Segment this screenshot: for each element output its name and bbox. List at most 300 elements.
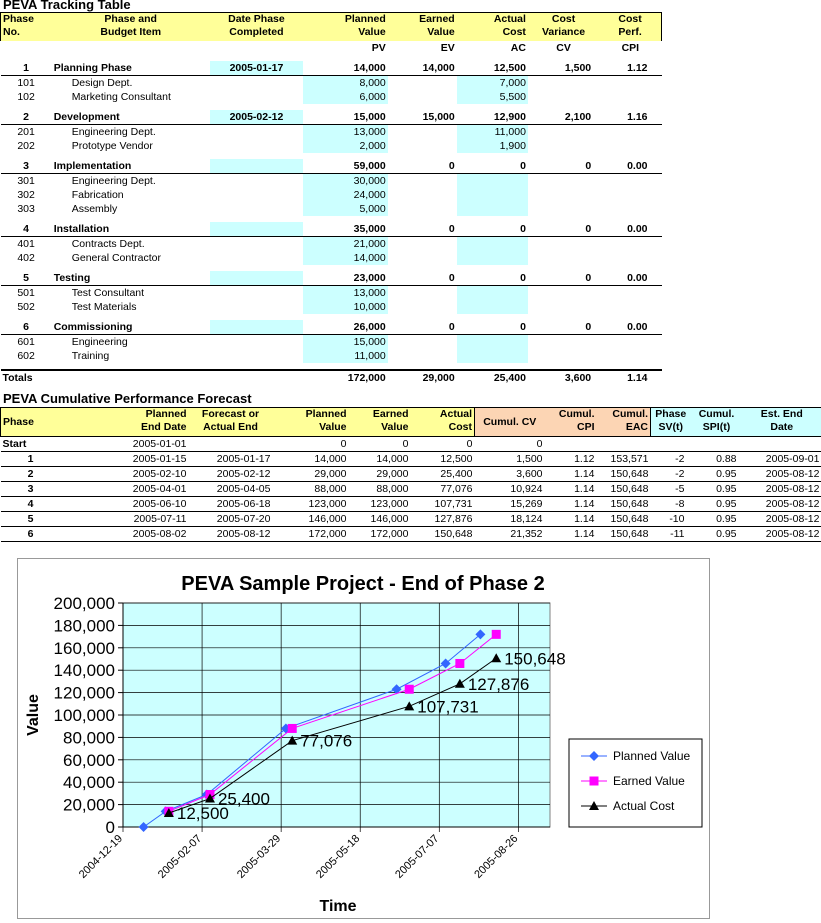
tracking-header-item <box>52 13 210 42</box>
item-cv <box>528 202 599 216</box>
forecast-ccv: 3,600 <box>475 467 545 482</box>
item-date <box>210 237 303 252</box>
totals-pv: 172,000 <box>303 370 388 385</box>
item-cpi <box>599 125 661 140</box>
data-label: 25,400 <box>218 790 270 809</box>
phase-ac: 12,500 <box>457 61 528 76</box>
item-ac: 7,000 <box>457 76 528 91</box>
item-cpi <box>599 237 661 252</box>
chart-svg <box>18 559 709 918</box>
forecast-svt: -11 <box>651 527 691 542</box>
forecast-forecast_end: 2005-08-12 <box>189 527 273 542</box>
forecast-planned_end: 2005-04-01 <box>61 482 189 497</box>
header-line: Phase <box>3 13 34 25</box>
item-ac: 11,000 <box>457 125 528 140</box>
forecast-est: 2005-08-12 <box>743 482 821 497</box>
tracking-abbrev-ac: AC <box>457 41 528 55</box>
forecast-planned_end: 2005-08-02 <box>61 527 189 542</box>
header-line: Phase <box>655 408 686 420</box>
item-date <box>210 349 303 363</box>
item-ev <box>388 125 457 140</box>
item-ac <box>457 300 528 314</box>
forecast-ev: 146,000 <box>349 512 411 527</box>
phase-pv: 26,000 <box>303 320 388 335</box>
item-pv: 6,000 <box>303 90 388 104</box>
item-cpi <box>599 335 661 350</box>
tracking-abbrev-ev: EV <box>388 41 457 55</box>
header-line: Actual <box>494 13 526 25</box>
x-tick-label: 2005-05-18 <box>314 833 362 881</box>
item-cv <box>528 335 599 350</box>
y-tick-label: 100,000 <box>54 706 115 725</box>
item-date <box>210 300 303 314</box>
forecast-ceac: 150,648 <box>597 512 651 527</box>
phase-pv: 59,000 <box>303 159 388 174</box>
phase-cpi: 0.00 <box>599 271 661 286</box>
forecast-header-svt <box>651 408 691 437</box>
item-row <box>1 335 662 350</box>
item-ev <box>388 202 457 216</box>
item-cv <box>528 251 599 265</box>
x-axis-label: Time <box>319 898 356 915</box>
y-axis-label: Value <box>25 694 42 736</box>
totals-cpi: 1.14 <box>599 370 661 385</box>
forecast-table <box>0 407 821 542</box>
header-line: Cumul. <box>699 408 735 420</box>
item-ac <box>457 174 528 189</box>
forecast-ac: 25,400 <box>411 467 475 482</box>
forecast-est: 2005-09-01 <box>743 452 821 467</box>
item-cpi <box>599 202 661 216</box>
forecast-ccv: 18,124 <box>475 512 545 527</box>
item-no: 201 <box>1 125 52 140</box>
phase-row <box>1 110 662 125</box>
header-line: Cumul. CV <box>483 416 536 428</box>
item-name: Marketing Consultant <box>52 90 210 104</box>
phase-ev: 0 <box>388 271 457 286</box>
forecast-phase: Start <box>1 437 61 452</box>
forecast-row <box>1 527 821 542</box>
forecast-ccv: 1,500 <box>475 452 545 467</box>
phase-cv: 0 <box>528 271 599 286</box>
item-pv: 5,000 <box>303 202 388 216</box>
forecast-spit: 0.95 <box>691 482 743 497</box>
forecast-ev: 172,000 <box>349 527 411 542</box>
item-name: Fabrication <box>52 188 210 202</box>
forecast-row <box>1 467 821 482</box>
item-pv: 15,000 <box>303 335 388 350</box>
item-name: Test Consultant <box>52 286 210 301</box>
forecast-header-est <box>743 408 821 437</box>
x-tick-label: 2004-12-19 <box>77 833 125 881</box>
header-line: Date Phase <box>228 13 285 25</box>
item-name: Assembly <box>52 202 210 216</box>
data-point <box>288 724 297 733</box>
forecast-forecast_end: 2005-06-18 <box>189 497 273 512</box>
forecast-ccpi: 1.12 <box>545 452 597 467</box>
forecast-planned_end: 2005-01-15 <box>61 452 189 467</box>
item-row <box>1 125 662 140</box>
phase-row <box>1 61 662 76</box>
header-line: Completed <box>229 26 283 38</box>
phase-cv: 1,500 <box>528 61 599 76</box>
forecast-forecast_end: 2005-01-17 <box>189 452 273 467</box>
forecast-row <box>1 512 821 527</box>
item-no: 101 <box>1 76 52 91</box>
forecast-ac: 127,876 <box>411 512 475 527</box>
item-cv <box>528 76 599 91</box>
y-tick-label: 0 <box>106 818 115 837</box>
phase-ac: 0 <box>457 222 528 237</box>
y-tick-label: 60,000 <box>63 751 115 770</box>
forecast-ev: 29,000 <box>349 467 411 482</box>
phase-ev: 0 <box>388 222 457 237</box>
data-label: 77,076 <box>300 732 352 751</box>
item-date <box>210 286 303 301</box>
forecast-est <box>743 437 821 452</box>
forecast-forecast_end: 2005-02-12 <box>189 467 273 482</box>
forecast-header-phase <box>1 408 61 437</box>
item-ev <box>388 139 457 153</box>
item-row <box>1 237 662 252</box>
tracking-title: PEVA Tracking Table <box>3 0 131 12</box>
forecast-est: 2005-08-12 <box>743 527 821 542</box>
phase-date <box>210 222 303 237</box>
forecast-ceac: 150,648 <box>597 497 651 512</box>
header-line: Cost <box>552 13 575 25</box>
item-pv: 30,000 <box>303 174 388 189</box>
header-line: Phase and <box>104 13 157 25</box>
totals-ac: 25,400 <box>457 370 528 385</box>
header-line: Variance <box>542 26 585 38</box>
item-name: Test Materials <box>52 300 210 314</box>
phase-no: 1 <box>1 61 52 76</box>
forecast-svt: -5 <box>651 482 691 497</box>
data-point <box>492 630 501 639</box>
item-cpi <box>599 300 661 314</box>
forecast-ccv: 0 <box>475 437 545 452</box>
forecast-forecast_end: 2005-07-20 <box>189 512 273 527</box>
item-ac: 1,900 <box>457 139 528 153</box>
forecast-ac: 77,076 <box>411 482 475 497</box>
item-ev <box>388 188 457 202</box>
phase-cv: 2,100 <box>528 110 599 125</box>
header-line: Forecast or <box>202 408 259 420</box>
tracking-header-cpi <box>599 13 661 42</box>
phase-cv: 0 <box>528 159 599 174</box>
header-line: CPI <box>577 421 595 433</box>
forecast-ac: 0 <box>411 437 475 452</box>
header-line: SPI(t) <box>703 421 730 433</box>
item-cpi <box>599 76 661 91</box>
phase-name: Implementation <box>52 159 210 174</box>
phase-name: Commissioning <box>52 320 210 335</box>
phase-name: Testing <box>52 271 210 286</box>
item-ev <box>388 76 457 91</box>
forecast-ccpi <box>545 437 597 452</box>
forecast-header-ccv <box>475 408 545 437</box>
y-tick-label: 40,000 <box>63 773 115 792</box>
item-row <box>1 349 662 363</box>
phase-cpi: 0.00 <box>599 320 661 335</box>
forecast-ccv: 15,269 <box>475 497 545 512</box>
item-no: 502 <box>1 300 52 314</box>
header-line: End Date <box>141 421 187 433</box>
item-row <box>1 76 662 91</box>
forecast-ceac: 150,648 <box>597 467 651 482</box>
item-row <box>1 286 662 301</box>
item-cv <box>528 125 599 140</box>
header-line: Value <box>381 421 408 433</box>
item-ev <box>388 90 457 104</box>
totals-cv: 3,600 <box>528 370 599 385</box>
forecast-ceac: 153,571 <box>597 452 651 467</box>
legend-label: Earned Value <box>613 774 685 788</box>
phase-no: 6 <box>1 320 52 335</box>
forecast-header-pv <box>273 408 349 437</box>
forecast-ceac: 150,648 <box>597 527 651 542</box>
phase-cpi: 1.16 <box>599 110 661 125</box>
header-line: Value <box>427 26 454 38</box>
phase-date: 2005-01-17 <box>210 61 303 76</box>
forecast-spit: 0.88 <box>691 452 743 467</box>
chart-title: PEVA Sample Project - End of Phase 2 <box>181 573 544 595</box>
forecast-ccv: 21,352 <box>475 527 545 542</box>
data-label: 107,731 <box>417 697 478 716</box>
forecast-header-ceac <box>597 408 651 437</box>
phase-pv: 23,000 <box>303 271 388 286</box>
header-line: Perf. <box>618 26 641 38</box>
forecast-spit: 0.95 <box>691 467 743 482</box>
forecast-header-ac <box>411 408 475 437</box>
item-name: Engineering Dept. <box>52 125 210 140</box>
forecast-pv: 172,000 <box>273 527 349 542</box>
header-line: Earned <box>419 13 455 25</box>
forecast-phase: 3 <box>1 482 61 497</box>
item-ac <box>457 188 528 202</box>
phase-name: Installation <box>52 222 210 237</box>
forecast-svt: -10 <box>651 512 691 527</box>
forecast-ccpi: 1.14 <box>545 467 597 482</box>
item-ac <box>457 349 528 363</box>
tracking-abbrev-item <box>52 41 210 55</box>
item-no: 401 <box>1 237 52 252</box>
data-label: 127,876 <box>468 675 529 694</box>
item-cv <box>528 174 599 189</box>
data-label: 150,648 <box>504 649 565 668</box>
forecast-spit: 0.95 <box>691 497 743 512</box>
forecast-spit: 0.95 <box>691 527 743 542</box>
forecast-ac: 107,731 <box>411 497 475 512</box>
forecast-row <box>1 482 821 497</box>
phase-cpi: 0.00 <box>599 159 661 174</box>
item-no: 102 <box>1 90 52 104</box>
forecast-est: 2005-08-12 <box>743 467 821 482</box>
phase-no: 5 <box>1 271 52 286</box>
forecast-svt <box>651 437 691 452</box>
item-date <box>210 335 303 350</box>
header-line: Cost <box>503 26 526 38</box>
forecast-forecast_end <box>189 437 273 452</box>
y-tick-label: 200,000 <box>54 594 115 613</box>
item-no: 602 <box>1 349 52 363</box>
header-line: Actual End <box>203 421 258 433</box>
item-no: 601 <box>1 335 52 350</box>
tracking-abbrev-phase <box>1 41 52 55</box>
header-line: Cumul. <box>612 408 648 420</box>
item-row <box>1 188 662 202</box>
phase-cpi: 1.12 <box>599 61 661 76</box>
forecast-pv: 14,000 <box>273 452 349 467</box>
totals-blank <box>210 370 303 385</box>
y-tick-label: 160,000 <box>54 639 115 658</box>
phase-name: Planning Phase <box>52 61 210 76</box>
item-date <box>210 202 303 216</box>
forecast-ceac: 150,648 <box>597 482 651 497</box>
data-point <box>405 685 414 694</box>
item-date <box>210 251 303 265</box>
legend-label: Planned Value <box>613 749 691 763</box>
header-line: Value <box>319 421 346 433</box>
phase-ev: 15,000 <box>388 110 457 125</box>
forecast-phase: 6 <box>1 527 61 542</box>
forecast-pv: 29,000 <box>273 467 349 482</box>
item-pv: 13,000 <box>303 286 388 301</box>
forecast-row <box>1 437 821 452</box>
tracking-abbrev-pv: PV <box>303 41 388 55</box>
item-ev <box>388 286 457 301</box>
forecast-ccv: 10,924 <box>475 482 545 497</box>
header-line: Est. End <box>761 408 803 420</box>
item-ev <box>388 237 457 252</box>
phase-ac: 0 <box>457 320 528 335</box>
item-row <box>1 202 662 216</box>
forecast-ceac <box>597 437 651 452</box>
item-no: 303 <box>1 202 52 216</box>
header-line: Actual <box>440 408 472 420</box>
item-no: 402 <box>1 251 52 265</box>
legend-marker <box>590 777 599 786</box>
item-cpi <box>599 349 661 363</box>
forecast-title: PEVA Cumulative Performance Forecast <box>3 391 252 406</box>
forecast-phase: 5 <box>1 512 61 527</box>
forecast-planned_end: 2005-06-10 <box>61 497 189 512</box>
item-cv <box>528 349 599 363</box>
item-cv <box>528 286 599 301</box>
forecast-ev: 14,000 <box>349 452 411 467</box>
x-tick-label: 2005-03-29 <box>235 833 283 881</box>
forecast-ccpi: 1.14 <box>545 512 597 527</box>
item-ev <box>388 251 457 265</box>
phase-name: Development <box>52 110 210 125</box>
item-cv <box>528 300 599 314</box>
item-name: Engineering Dept. <box>52 174 210 189</box>
forecast-svt: -2 <box>651 452 691 467</box>
item-cpi <box>599 174 661 189</box>
tracking-header-ac <box>457 13 528 42</box>
header-line: Planned <box>146 408 187 420</box>
item-pv: 14,000 <box>303 251 388 265</box>
forecast-planned_end: 2005-07-11 <box>61 512 189 527</box>
forecast-est: 2005-08-12 <box>743 512 821 527</box>
tracking-abbrev-cpi: CPI <box>599 41 661 55</box>
item-date <box>210 139 303 153</box>
forecast-header-ccpi <box>545 408 597 437</box>
header-line: Cost <box>449 421 472 433</box>
y-tick-label: 180,000 <box>54 616 115 635</box>
item-date <box>210 174 303 189</box>
phase-row <box>1 159 662 174</box>
item-row <box>1 174 662 189</box>
forecast-row <box>1 497 821 512</box>
item-ac <box>457 237 528 252</box>
forecast-pv: 0 <box>273 437 349 452</box>
tracking-header-date <box>210 13 303 42</box>
phase-ac: 12,900 <box>457 110 528 125</box>
item-row <box>1 90 662 104</box>
tracking-abbrev-cv: CV <box>528 41 599 55</box>
item-cpi <box>599 90 661 104</box>
header-line: Value <box>358 26 385 38</box>
y-tick-label: 120,000 <box>54 684 115 703</box>
item-pv: 2,000 <box>303 139 388 153</box>
header-line: Cost <box>618 13 641 25</box>
forecast-header-forecast_end <box>189 408 273 437</box>
item-date <box>210 188 303 202</box>
item-cpi <box>599 251 661 265</box>
item-cpi <box>599 286 661 301</box>
item-name: Contracts Dept. <box>52 237 210 252</box>
forecast-planned_end: 2005-01-01 <box>61 437 189 452</box>
forecast-phase: 1 <box>1 452 61 467</box>
phase-row <box>1 271 662 286</box>
item-ev <box>388 335 457 350</box>
item-ac <box>457 202 528 216</box>
legend-label: Actual Cost <box>613 799 675 813</box>
phase-date <box>210 159 303 174</box>
forecast-spit: 0.95 <box>691 512 743 527</box>
item-date <box>210 125 303 140</box>
phase-ac: 0 <box>457 159 528 174</box>
phase-pv: 14,000 <box>303 61 388 76</box>
forecast-planned_end: 2005-02-10 <box>61 467 189 482</box>
item-date <box>210 76 303 91</box>
item-pv: 24,000 <box>303 188 388 202</box>
forecast-forecast_end: 2005-04-05 <box>189 482 273 497</box>
x-tick-label: 2005-07-07 <box>393 833 441 881</box>
item-ev <box>388 174 457 189</box>
item-cv <box>528 188 599 202</box>
phase-no: 4 <box>1 222 52 237</box>
header-line: Date <box>770 421 793 433</box>
item-row <box>1 300 662 314</box>
item-cpi <box>599 139 661 153</box>
phase-date <box>210 271 303 286</box>
phase-ac: 0 <box>457 271 528 286</box>
phase-no: 2 <box>1 110 52 125</box>
forecast-row <box>1 452 821 467</box>
y-tick-label: 140,000 <box>54 661 115 680</box>
header-line: Cumul. <box>559 408 595 420</box>
forecast-pv: 123,000 <box>273 497 349 512</box>
totals-label: Totals <box>1 370 52 385</box>
forecast-header-ev <box>349 408 411 437</box>
item-cv <box>528 237 599 252</box>
phase-pv: 15,000 <box>303 110 388 125</box>
header-line: No. <box>3 26 20 38</box>
item-cv <box>528 90 599 104</box>
phase-ev: 0 <box>388 320 457 335</box>
